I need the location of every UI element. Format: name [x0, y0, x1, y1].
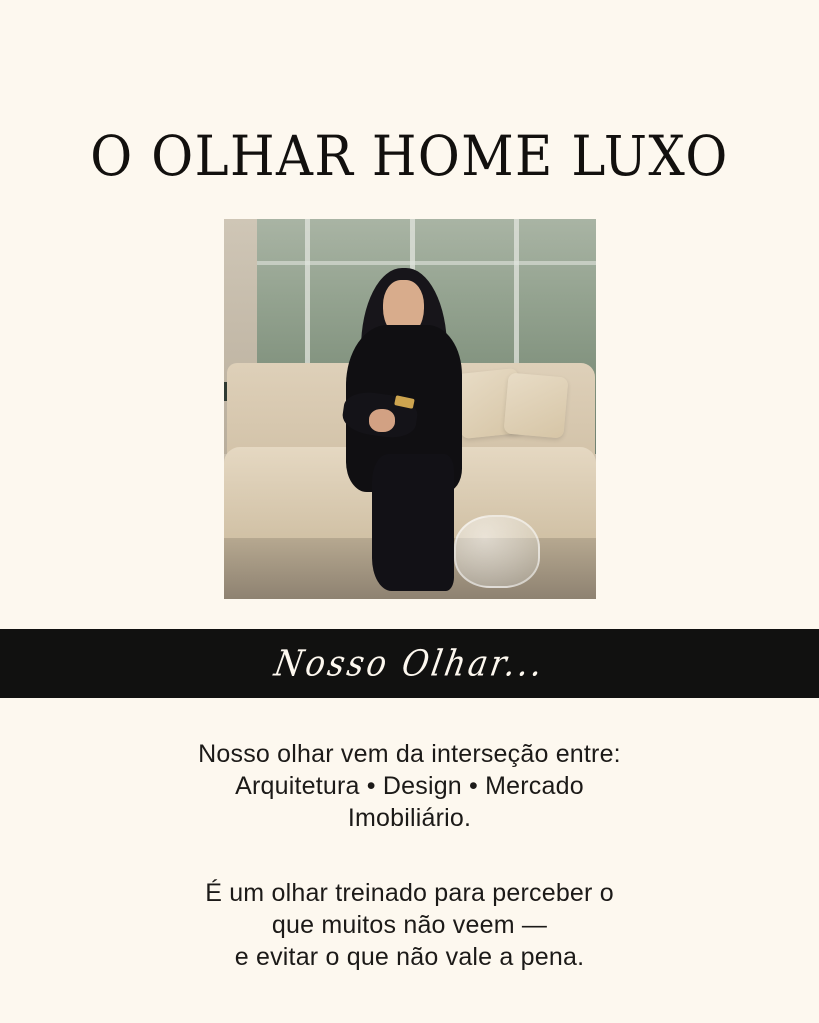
paragraph-line: Imobiliário.: [347, 804, 472, 833]
glass-vase: [454, 515, 540, 587]
paragraph: [0, 738, 819, 835]
person-legs: [372, 454, 454, 591]
cushion: [504, 372, 569, 438]
script-band: [0, 629, 819, 698]
paragraph-line: Arquitetura • Design • Mercado: [235, 772, 584, 800]
person-hand: [369, 409, 395, 432]
paragraph: [0, 877, 819, 974]
hero-photo: [224, 219, 596, 599]
paragraph-line: e evitar o que não vale a pena.: [234, 943, 585, 971]
paragraph-line: que muitos não veem —: [271, 910, 548, 939]
body-copy: [0, 738, 819, 974]
paragraph-line: Nosso olhar vem da interseção entre:: [198, 739, 621, 768]
paragraph-line: É um olhar treinado para perceber o: [205, 878, 614, 907]
photo-illustration: [224, 219, 596, 599]
title-block: [0, 124, 819, 188]
page-title: O OLHAR HOME LUXO: [90, 124, 729, 188]
window-transom: [224, 261, 596, 265]
script-heading: Nosso Olhar...: [270, 641, 549, 685]
